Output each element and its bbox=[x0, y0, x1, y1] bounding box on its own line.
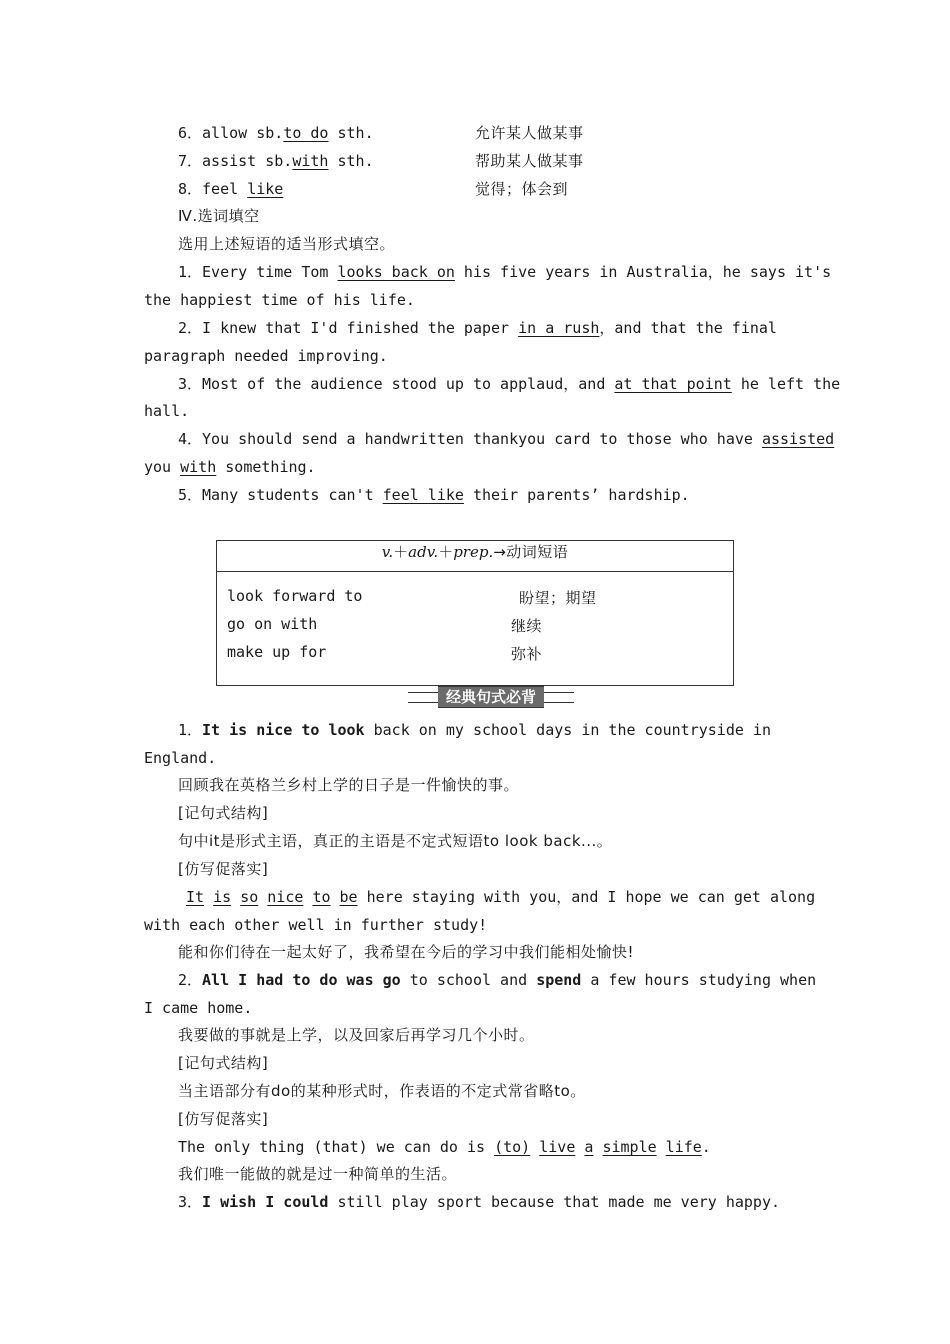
phrase-box-en-2: go on with bbox=[227, 615, 318, 633]
sentence-1-practice-line2: with each other well in further study! bbox=[144, 916, 488, 934]
answer-blank: to bbox=[312, 888, 331, 906]
section-instruction: 选用上述短语的适当形式填空。 bbox=[178, 235, 396, 253]
sentence-1-line1: 1．It is nice to look back on my school days in the countryside in bbox=[178, 721, 771, 739]
answer-blank: at that point bbox=[614, 375, 732, 393]
phrase-box-en-3: make up for bbox=[227, 643, 327, 661]
answer-blank: like bbox=[247, 180, 284, 198]
exercise-1-line2: the happiest time of his life. bbox=[144, 291, 415, 309]
sentence-1-practice-line1: It is so nice to be here staying with you，and I hope we can get along bbox=[186, 888, 816, 906]
sentence-2-practice-translation: 我们唯一能做的就是过一种简单的生活。 bbox=[178, 1165, 458, 1183]
sentence-2-practice-line1: The only thing (that) we can do is (to) live a simple life. bbox=[178, 1138, 711, 1156]
exercise-2-line1: 2．I knew that I'd finished the paper in a rush，and that the final bbox=[178, 319, 777, 337]
exercise-3-line1: 3．Most of the audience stood up to applaud，and at that point he left the bbox=[178, 375, 841, 393]
sentence-2-line1: 2．All I had to do was go to school and spend a few hours studying when bbox=[178, 971, 817, 989]
sentence-2-tag-structure: [记句式结构] bbox=[178, 1054, 269, 1072]
answer-blank: looks back on bbox=[337, 263, 455, 281]
answer-blank: simple bbox=[602, 1138, 657, 1156]
answer-blank: live bbox=[539, 1138, 576, 1156]
answer-blank: feel like bbox=[382, 486, 464, 504]
sentence-1-structure: 句中it是形式主语，真正的主语是不定式短语to look back...。 bbox=[178, 832, 613, 850]
phrase-box-zh-1: 盼望；期望 bbox=[519, 589, 597, 607]
phrase-box-en-1: look forward to bbox=[227, 587, 363, 605]
exercise-4-line1: 4．You should send a handwritten thankyou card to those who have assisted bbox=[178, 430, 835, 448]
phrase-8-meaning: 觉得；体会到 bbox=[475, 180, 569, 198]
answer-blank: with bbox=[292, 152, 329, 170]
sentence-1-tag-practice: [仿写促落实] bbox=[178, 860, 269, 878]
phrase-box-header: v.＋adv.＋prep.→动词短语 bbox=[217, 541, 733, 572]
sentence-1-translation: 回顾我在英格兰乡村上学的日子是一件愉快的事。 bbox=[178, 776, 520, 794]
sentence-1-practice-translation: 能和你们待在一起太好了，我希望在今后的学习中我们能相处愉快! bbox=[178, 943, 635, 961]
exercise-2-line2: paragraph needed improving. bbox=[144, 347, 388, 365]
phrase-7-meaning: 帮助某人做某事 bbox=[475, 152, 584, 170]
answer-blank: in a rush bbox=[518, 319, 600, 337]
answer-blank: a bbox=[584, 1138, 594, 1156]
answer-blank: assisted bbox=[761, 430, 835, 448]
exercise-5-line1: 5．Many students can't feel like their parents’ hardship. bbox=[178, 486, 690, 504]
answer-blank: is bbox=[213, 888, 232, 906]
answer-blank: so bbox=[240, 888, 259, 906]
sentence-2-tag-practice: [仿写促落实] bbox=[178, 1110, 269, 1128]
sentence-1-tag-structure: [记句式结构] bbox=[178, 804, 269, 822]
phrase-6: 6．allow sb.to do sth. bbox=[178, 124, 374, 142]
sentence-2-structure: 当主语部分有do的某种形式时，作表语的不定式常省略to。 bbox=[178, 1082, 586, 1100]
answer-blank: nice bbox=[267, 888, 304, 906]
phrase-8: 8．feel like bbox=[178, 180, 284, 198]
exercise-4-line2: you with something. bbox=[144, 458, 316, 476]
answer-blank: to do bbox=[283, 124, 329, 142]
sentence-1-line2: England. bbox=[144, 749, 217, 767]
sentence-3-line1: 3．I wish I could still play sport because that made me very happy. bbox=[178, 1193, 781, 1211]
phrase-box-zh-2: 继续 bbox=[511, 617, 543, 635]
phrase-box-zh-3: 弥补 bbox=[511, 645, 543, 663]
exercise-1-line1: 1．Every time Tom looks back on his five years in Australia，he says it's bbox=[178, 263, 832, 281]
phrase-7: 7．assist sb.with sth. bbox=[178, 152, 374, 170]
answer-blank: It bbox=[186, 888, 205, 906]
phrase-6-meaning: 允许某人做某事 bbox=[475, 124, 584, 142]
answer-blank: (to) bbox=[494, 1138, 531, 1156]
answer-blank: with bbox=[180, 458, 217, 476]
section-banner-label: 经典句式必背 bbox=[438, 686, 544, 708]
section-heading: Ⅳ.选词填空 bbox=[178, 207, 260, 225]
sentence-2-line2: I came home. bbox=[144, 999, 253, 1017]
answer-blank: life bbox=[665, 1138, 702, 1156]
section-banner bbox=[408, 686, 574, 708]
sentence-2-translation: 我要做的事就是上学，以及回家后再学习几个小时。 bbox=[178, 1026, 535, 1044]
phrase-box bbox=[216, 540, 734, 686]
answer-blank: be bbox=[339, 888, 358, 906]
exercise-3-line2: hall. bbox=[144, 402, 190, 420]
